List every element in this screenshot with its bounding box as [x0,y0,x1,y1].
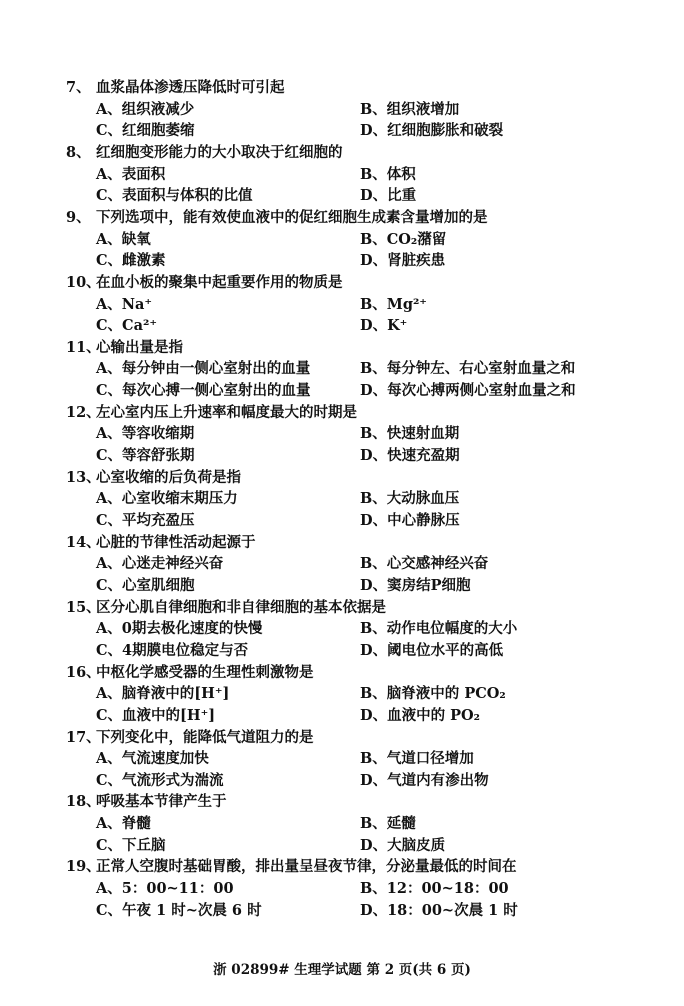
question-text: 左心室内压上升速率和幅度最大的时期是 [96,403,357,421]
option-text: K⁺ [387,317,408,335]
option-letter: C、 [96,252,123,270]
option-text: 每分钟左、右心室射血量之和 [386,360,576,378]
question-text: 心室收缩的后负荷是指 [96,468,241,486]
answer-option [360,771,489,791]
question-number: 19、 [66,858,101,876]
option-letter: A、 [96,685,122,703]
option-text: 快速射血期 [386,425,460,443]
option-text: 红细胞萎缩 [122,122,195,140]
answer-option [96,771,224,791]
answer-option [96,251,166,271]
option-text: 每分钟由一侧心室射出的血量 [121,360,311,378]
option-text: 比重 [387,187,417,205]
option-letter: B、 [360,815,387,833]
option-letter: C、 [96,187,123,205]
option-letter: C、 [96,641,123,659]
option-text: 心室收缩末期压力 [121,490,238,508]
answer-option [96,901,262,921]
option-letter: C、 [96,122,123,140]
option-text: 延髓 [386,815,416,833]
option-text: 大脑皮质 [387,836,446,854]
question-stem [66,208,666,228]
answer-option [96,576,195,596]
option-letter: A、 [96,490,122,508]
option-letter: C、 [96,576,123,594]
answer-option [360,879,509,899]
option-letter: D、 [360,901,388,919]
option-text: 气道口径增加 [386,750,474,768]
answer-option [360,836,445,856]
question-number: 18、 [66,793,101,811]
option-text: CO₂潴留 [386,230,447,248]
option-letter: D、 [360,706,388,724]
question-stem [66,598,666,618]
answer-option [96,749,209,769]
option-letter: D、 [360,252,388,270]
option-text: 等容舒张期 [122,447,195,465]
answer-option [96,186,253,206]
answer-option [96,316,157,336]
answer-option [360,446,460,466]
option-text: 12：00~18：00 [386,880,509,898]
option-letter: A、 [96,165,122,183]
option-letter: C、 [96,382,123,400]
question-text: 血浆晶体渗透压降低时可引起 [96,79,285,96]
option-text: 表面积与体积的比值 [122,187,253,205]
answer-option [360,100,459,120]
option-text: 组织液增加 [386,100,460,118]
option-letter: C、 [96,771,123,789]
option-letter: A、 [96,555,122,573]
option-text: 心交感神经兴奋 [386,555,489,573]
option-letter: C、 [96,901,123,919]
answer-option [96,489,238,509]
option-text: 每次心搏一侧心室射出的血量 [122,382,311,400]
option-letter: A、 [96,360,122,378]
option-letter: D、 [360,771,388,789]
page-footer [0,960,684,980]
option-letter: B、 [360,555,387,573]
question-stem [66,728,666,748]
answer-option [360,359,575,379]
option-text: 心室肌细胞 [122,576,195,594]
option-letter: A、 [96,880,122,898]
option-text: 雌激素 [122,252,166,270]
question-number: 16、 [66,663,101,681]
question-text: 正常人空腹时基础胃酸，排出量呈昼夜节律，分泌量最低的时间在 [96,858,517,876]
option-letter: C、 [96,836,123,854]
option-letter: B、 [360,295,387,313]
question-text: 区分心肌自律细胞和非自律细胞的基本依据是 [96,598,386,616]
question-number: 17、 [66,728,101,746]
option-letter: B、 [360,100,387,118]
answer-option [360,121,503,141]
option-text: 中心静脉压 [387,512,460,529]
option-text: 等容收缩期 [121,425,195,443]
option-letter: B、 [360,620,387,638]
answer-option [96,295,152,315]
option-text: 5：00~11：00 [121,880,234,898]
question-stem [66,533,666,553]
answer-option [360,316,407,336]
answer-option [360,901,518,921]
answer-option [360,641,503,661]
question-text: 心脏的节律性活动起源于 [96,533,256,551]
option-letter: B、 [360,425,387,443]
question-number: 7、 [66,79,91,96]
option-letter: B、 [360,360,387,378]
option-text: 4期膜电位稳定与否 [122,641,249,659]
option-letter: A、 [96,295,122,313]
option-letter: D、 [360,641,388,659]
answer-option [360,165,416,185]
question-stem [66,143,666,163]
answer-option [360,554,488,574]
answer-option [360,576,470,596]
answer-option [360,706,480,726]
option-text: 午夜 1 时~次晨 6 时 [122,901,262,919]
answer-option [96,706,215,726]
option-text: 18：00~次晨 1 时 [387,901,518,919]
option-text: Ca²⁺ [122,317,157,335]
answer-option [360,186,416,206]
answer-option [360,381,576,401]
answer-option [96,165,165,185]
answer-option [96,684,229,704]
question-stem [66,338,666,358]
question-text: 下列选项中，能有效使血液中的促红细胞生成素含量增加的是 [96,208,488,226]
option-letter: C、 [96,512,123,529]
answer-option [360,511,460,531]
option-text: 脑脊液中的[H⁺] [121,685,230,703]
option-letter: A、 [96,750,122,768]
question-text: 呼吸基本节律产生于 [96,793,227,811]
option-letter: B、 [360,685,387,703]
option-text: 缺氧 [121,230,151,248]
answer-option [96,381,311,401]
option-text: 下丘脑 [122,836,166,854]
answer-option [360,251,445,271]
question-number: 14、 [66,533,101,551]
question-text: 心输出量是指 [96,338,183,356]
option-text: 脊髓 [121,815,151,833]
option-text: 窦房结P细胞 [387,576,471,594]
option-text: 0期去极化速度的快慢 [121,620,263,638]
question-number: 13、 [66,468,101,486]
question-stem [66,468,666,488]
answer-option [96,424,194,444]
answer-option [360,295,427,315]
option-letter: D、 [360,512,388,529]
answer-option [96,619,262,639]
option-letter: D、 [360,187,388,205]
option-letter: A、 [96,815,122,833]
question-text: 在血小板的聚集中起重要作用的物质是 [96,273,343,291]
question-number: 8、 [66,143,91,161]
question-stem [66,273,666,293]
question-stem [66,403,666,423]
answer-option [96,446,195,466]
option-text: Mg²⁺ [386,295,427,313]
option-text: 动作电位幅度的大小 [386,620,518,638]
option-text: 体积 [386,165,416,183]
answer-option [96,641,248,661]
answer-option [96,100,194,120]
option-text: 气流形式为湍流 [122,771,224,789]
option-text: 脑脊液中的 PCO₂ [386,685,506,703]
answer-option [360,619,517,639]
question-text: 下列变化中，能降低气道阻力的是 [96,728,314,746]
option-text: 红细胞膨胀和破裂 [387,122,504,140]
option-letter: C、 [96,317,123,335]
option-letter: D、 [360,317,388,335]
option-letter: B、 [360,880,387,898]
option-text: 表面积 [121,165,166,183]
option-text: 大动脉血压 [386,490,460,508]
question-stem [66,78,666,98]
answer-option [96,814,151,834]
option-letter: B、 [360,490,387,508]
option-letter: A、 [96,230,122,248]
question-text: 中枢化学感受器的生理性刺激物是 [96,663,314,681]
question-number: 12、 [66,403,101,421]
option-letter: D、 [360,382,388,400]
option-letter: D、 [360,836,388,854]
answer-option [360,424,459,444]
option-letter: D、 [360,122,388,140]
option-text: 气道内有渗出物 [387,771,489,789]
answer-option [96,554,223,574]
option-letter: B、 [360,165,387,183]
option-text: 血液中的 PO₂ [387,706,481,724]
answer-option [96,511,195,531]
question-number: 15、 [66,598,101,616]
footer-code: 浙 02899# [213,962,290,978]
option-letter: B、 [360,230,387,248]
option-text: 每次心搏两侧心室射血量之和 [387,382,576,400]
option-text: 快速充盈期 [387,447,460,465]
answer-option [96,121,195,141]
answer-option [360,749,474,769]
option-text: 组织液减少 [121,100,195,118]
option-letter: A、 [96,425,122,443]
option-text: Na⁺ [121,295,153,313]
question-number: 11、 [66,338,101,356]
question-stem [66,792,666,812]
option-text: 血液中的[H⁺] [122,706,216,724]
option-text: 平均充盈压 [122,512,195,529]
answer-option [96,836,166,856]
option-letter: A、 [96,620,122,638]
question-stem [66,857,666,877]
answer-option [96,359,310,379]
answer-option [360,489,459,509]
answer-option [360,684,506,704]
answer-option [96,879,234,899]
question-stem [66,663,666,683]
option-text: 阈电位水平的高低 [387,641,504,659]
option-text: 肾脏疾患 [387,252,446,270]
option-letter: A、 [96,100,122,118]
question-text: 红细胞变形能力的大小取决于红细胞的 [96,143,343,161]
option-letter: D、 [360,576,388,594]
option-letter: D、 [360,447,388,465]
option-letter: C、 [96,447,123,465]
answer-option [360,814,416,834]
answer-option [360,230,446,250]
option-text: 气流速度加快 [121,750,209,768]
question-number: 10、 [66,273,101,291]
option-letter: C、 [96,706,123,724]
question-number: 9、 [66,208,91,226]
option-letter: B、 [360,750,387,768]
option-text: 心迷走神经兴奋 [121,555,224,573]
footer-page-number: 第 2 页(共 6 页) [366,962,471,978]
answer-option [96,230,151,250]
footer-title: 生理学试题 [294,962,362,978]
